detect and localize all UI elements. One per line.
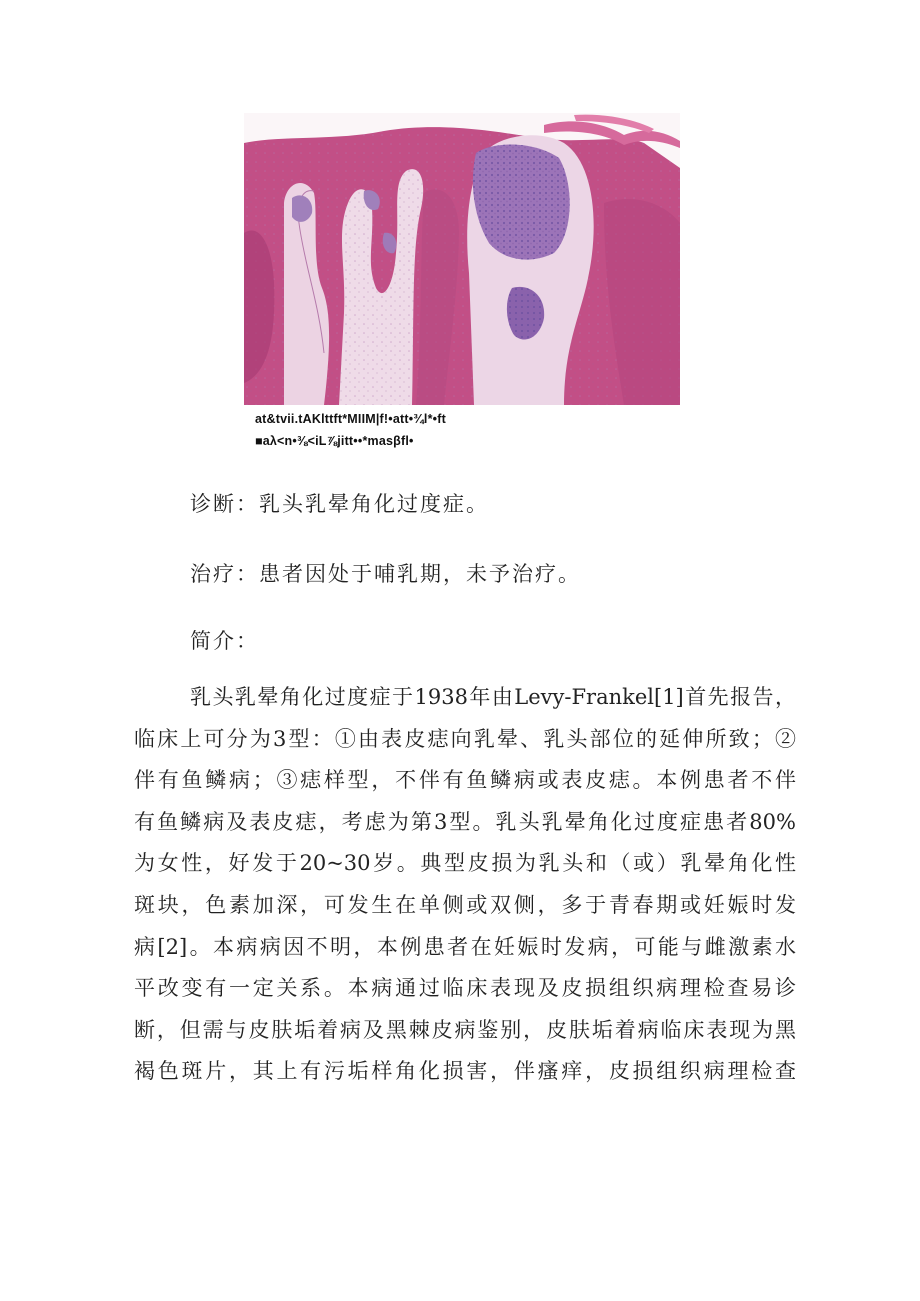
diagnosis-line: 诊断：乳头乳晕角化过度症。 — [190, 492, 489, 516]
paragraph-line: 断，但需与皮肤垢着病及黑棘皮病鉴别，皮肤垢着病临床表现为黑 — [134, 1017, 796, 1042]
paragraph-line: 平改变有一定关系。本病通过临床表现及皮损组织病理检查易诊 — [134, 976, 796, 1001]
paragraph-line: 伴有鱼鳞病；③痣样型，不伴有鱼鳞病或表皮痣。本例患者不伴 — [134, 768, 796, 793]
paragraph-line: 斑块，色素加深，可发生在单侧或双侧，多于青春期或妊娠时发 — [134, 892, 796, 917]
paragraph-line: 为女性，好发于20~30岁。典型皮损为乳头和（或）乳晕角化性 — [134, 851, 796, 876]
paragraph-line: 病[2]。本病病因不明，本例患者在妊娠时发病，可能与雌激素水 — [134, 934, 796, 959]
paragraph-line: 褐色斑片，其上有污垢样角化损害，伴瘙痒，皮损组织病理检查 — [134, 1059, 796, 1084]
histology-micrograph — [244, 113, 680, 405]
figure-caption-line-1: at&tvii.tAKlttft*MIIM|f!•att•¾l*•ft — [255, 412, 446, 426]
treatment-line: 治疗：患者因处于哺乳期，未予治疗。 — [190, 562, 581, 586]
histology-figure — [244, 113, 680, 405]
intro-paragraph — [134, 677, 796, 1093]
paragraph-line: 临床上可分为3型：①由表皮痣向乳晕、乳头部位的延伸所致；② — [134, 726, 796, 751]
intro-heading: 简介： — [190, 629, 259, 653]
figure-caption-line-2: ■aλ<n•⅜<iL⅞jitt••*masβfl• — [255, 434, 414, 448]
paragraph-line: 乳头乳晕角化过度症于1938年由Levy-Frankel[1]首先报告， — [190, 685, 796, 709]
paragraph-line: 有鱼鳞病及表皮痣，考虑为第3型。乳头乳晕角化过度症患者80% — [134, 809, 796, 834]
